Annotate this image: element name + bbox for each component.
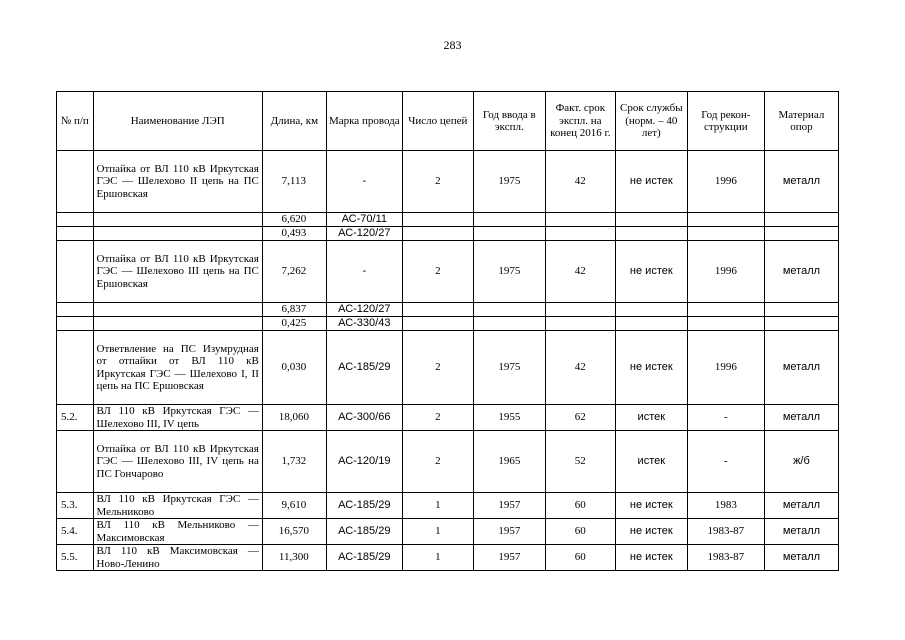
cell-name: Отпайка от ВЛ 110 кВ Иркутская ГЭС — Шелехово III, IV цепь на ПС Гончарово [93, 431, 262, 493]
cell-fact-term: 62 [545, 405, 615, 431]
cell-name: ВЛ 110 кВ Иркутская ГЭС — Шелехово III, IV цепь [93, 405, 262, 431]
cell-wire: АС-330/43 [326, 317, 402, 331]
table-row [57, 241, 839, 303]
cell-recon [687, 317, 764, 331]
cell-year-in: 1975 [473, 241, 545, 303]
cell-length: 7,113 [262, 151, 326, 213]
cell-material: ж/б [764, 431, 838, 493]
table-row [57, 493, 839, 519]
cell-name: ВЛ 110 кВ Мельниково — Максимовская [93, 519, 262, 545]
header-service: Срок службы (норм. – 40 лет) [615, 92, 687, 151]
cell-service: не истек [615, 151, 687, 213]
cell-num [57, 303, 94, 317]
table-body [57, 151, 839, 571]
cell-circuits: 1 [402, 519, 473, 545]
cell-year-in: 1965 [473, 431, 545, 493]
cell-material [764, 303, 838, 317]
cell-service: не истек [615, 493, 687, 519]
cell-material [764, 213, 838, 227]
cell-length: 7,262 [262, 241, 326, 303]
cell-fact-term: 60 [545, 519, 615, 545]
cell-wire: АС-300/66 [326, 405, 402, 431]
cell-circuits: 2 [402, 331, 473, 405]
cell-service: истек [615, 405, 687, 431]
cell-service [615, 303, 687, 317]
cell-year-in: 1975 [473, 331, 545, 405]
cell-num [57, 317, 94, 331]
cell-num [57, 227, 94, 241]
header-year-in: Год ввода в экспл. [473, 92, 545, 151]
cell-length: 1,732 [262, 431, 326, 493]
cell-recon [687, 227, 764, 241]
cell-year-in: 1957 [473, 493, 545, 519]
cell-circuits [402, 227, 473, 241]
cell-wire: АС-120/19 [326, 431, 402, 493]
cell-year-in: 1957 [473, 545, 545, 571]
cell-name: Отпайка от ВЛ 110 кВ Иркутская ГЭС — Шелехово III цепь на ПС Ершовская [93, 241, 262, 303]
cell-wire: АС-185/29 [326, 493, 402, 519]
cell-name: Отпайка от ВЛ 110 кВ Иркутская ГЭС — Шелехово II цепь на ПС Ершовская [93, 151, 262, 213]
header-length: Длина, км [262, 92, 326, 151]
cell-wire: АС-185/29 [326, 519, 402, 545]
cell-length: 0,030 [262, 331, 326, 405]
cell-length: 6,837 [262, 303, 326, 317]
table-row [57, 213, 839, 227]
cell-fact-term: 52 [545, 431, 615, 493]
cell-fact-term [545, 317, 615, 331]
cell-material [764, 227, 838, 241]
cell-circuits [402, 213, 473, 227]
table-header [57, 92, 839, 151]
cell-recon: 1983 [687, 493, 764, 519]
header-num: № п/п [57, 92, 94, 151]
cell-recon [687, 213, 764, 227]
page-number: 283 [443, 38, 462, 52]
cell-year-in: 1975 [473, 151, 545, 213]
cell-circuits: 1 [402, 493, 473, 519]
cell-service: не истек [615, 331, 687, 405]
cell-year-in [473, 213, 545, 227]
cell-service: не истек [615, 545, 687, 571]
cell-recon: - [687, 431, 764, 493]
cell-recon: 1983-87 [687, 545, 764, 571]
cell-year-in: 1955 [473, 405, 545, 431]
cell-recon: 1983-87 [687, 519, 764, 545]
cell-length: 18,060 [262, 405, 326, 431]
cell-name: Ответвление на ПС Изумрудная от отпайки от ВЛ 110 кВ Иркутская ГЭС — Шелехово I, II цепь на ПС Ершовская [93, 331, 262, 405]
header-fact-term: Факт. срок экспл. на конец 2016 г. [545, 92, 615, 151]
cell-fact-term: 42 [545, 241, 615, 303]
cell-wire: - [326, 241, 402, 303]
table-row [57, 431, 839, 493]
cell-wire: АС-185/29 [326, 545, 402, 571]
cell-fact-term [545, 303, 615, 317]
cell-recon: 1996 [687, 331, 764, 405]
cell-fact-term: 60 [545, 493, 615, 519]
cell-service: не истек [615, 519, 687, 545]
cell-num [57, 331, 94, 405]
cell-length: 0,425 [262, 317, 326, 331]
cell-year-in [473, 317, 545, 331]
table-row [57, 303, 839, 317]
cell-num [57, 241, 94, 303]
cell-name [93, 317, 262, 331]
cell-material: металл [764, 493, 838, 519]
cell-length: 16,570 [262, 519, 326, 545]
cell-wire: - [326, 151, 402, 213]
cell-fact-term: 42 [545, 151, 615, 213]
cell-num: 5.4. [57, 519, 94, 545]
cell-wire: АС-120/27 [326, 227, 402, 241]
cell-wire: АС-120/27 [326, 303, 402, 317]
cell-material: металл [764, 545, 838, 571]
cell-circuits: 2 [402, 151, 473, 213]
cell-year-in [473, 227, 545, 241]
cell-material: металл [764, 151, 838, 213]
cell-material: металл [764, 519, 838, 545]
table-row [57, 151, 839, 213]
cell-fact-term: 42 [545, 331, 615, 405]
cell-circuits: 2 [402, 405, 473, 431]
cell-service [615, 227, 687, 241]
cell-year-in: 1957 [473, 519, 545, 545]
cell-service: истек [615, 431, 687, 493]
cell-num: 5.5. [57, 545, 94, 571]
cell-material: металл [764, 241, 838, 303]
cell-num: 5.3. [57, 493, 94, 519]
cell-recon: - [687, 405, 764, 431]
cell-num [57, 213, 94, 227]
header-name: Наименование ЛЭП [93, 92, 262, 151]
table-row [57, 317, 839, 331]
cell-material [764, 317, 838, 331]
cell-recon [687, 303, 764, 317]
cell-name [93, 213, 262, 227]
table-row [57, 545, 839, 571]
cell-length: 11,300 [262, 545, 326, 571]
header-circuits: Число цепей [402, 92, 473, 151]
cell-recon: 1996 [687, 241, 764, 303]
cell-num [57, 431, 94, 493]
cell-material: металл [764, 405, 838, 431]
cell-fact-term [545, 213, 615, 227]
header-wire: Марка провода [326, 92, 402, 151]
cell-year-in [473, 303, 545, 317]
header-material: Материал опор [764, 92, 838, 151]
table-row [57, 519, 839, 545]
cell-recon: 1996 [687, 151, 764, 213]
cell-service [615, 213, 687, 227]
cell-circuits [402, 317, 473, 331]
cell-material: металл [764, 331, 838, 405]
cell-num [57, 151, 94, 213]
header-recon: Год рекон-струкции [687, 92, 764, 151]
cell-wire: АС-70/11 [326, 213, 402, 227]
cell-name [93, 303, 262, 317]
cell-length: 6,620 [262, 213, 326, 227]
cell-fact-term: 60 [545, 545, 615, 571]
table-row [57, 331, 839, 405]
cell-name: ВЛ 110 кВ Максимовская — Ново-Ленино [93, 545, 262, 571]
table-row [57, 405, 839, 431]
power-lines-table [56, 91, 839, 571]
cell-name [93, 227, 262, 241]
cell-circuits: 2 [402, 431, 473, 493]
table-row [57, 227, 839, 241]
cell-name: ВЛ 110 кВ Иркутская ГЭС — Мельниково [93, 493, 262, 519]
cell-length: 9,610 [262, 493, 326, 519]
cell-length: 0,493 [262, 227, 326, 241]
cell-circuits: 1 [402, 545, 473, 571]
cell-service [615, 317, 687, 331]
cell-circuits [402, 303, 473, 317]
cell-circuits: 2 [402, 241, 473, 303]
cell-wire: АС-185/29 [326, 331, 402, 405]
cell-num: 5.2. [57, 405, 94, 431]
cell-service: не истек [615, 241, 687, 303]
cell-fact-term [545, 227, 615, 241]
